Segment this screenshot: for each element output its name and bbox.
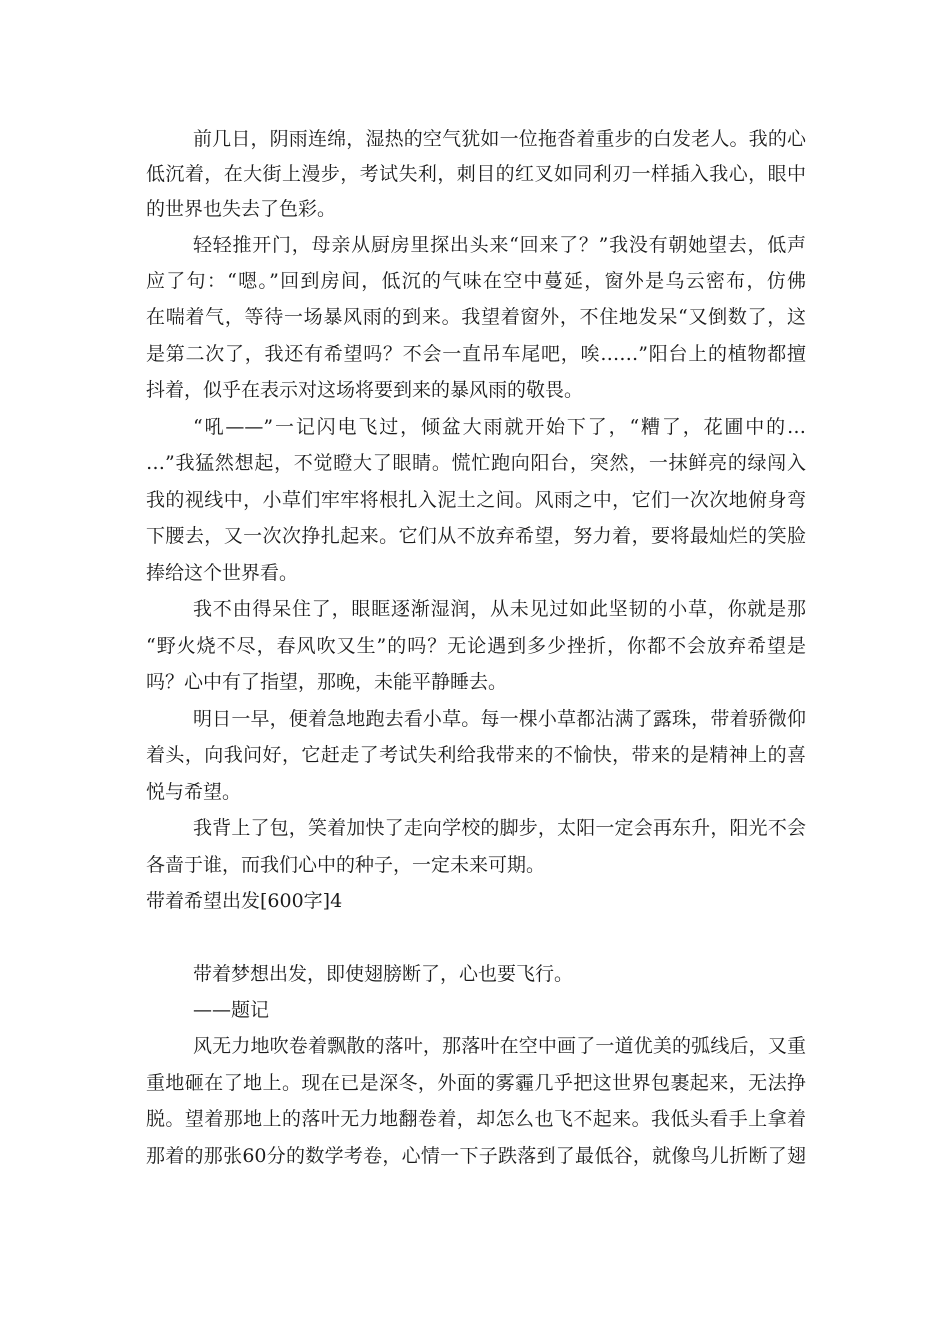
text-line: 脱。望着那地上的落叶无力地翻卷着，却怎么也飞不起来。我低头看手上拿着	[146, 1108, 806, 1130]
text-line: “吼——”一记闪电飞过，倾盆大雨就开始下了，“糟了，花圃中的…	[193, 416, 806, 438]
text-line: 那着的那张60分的数学考卷，心情一下子跌落到了最低谷，就像鸟儿折断了翅	[146, 1145, 806, 1167]
text-line: “野火烧不尽，春风吹又生”的吗？无论遇到多少挫折，你都不会放弃希望是	[146, 635, 806, 657]
epigraph-attribution: ——题记	[193, 999, 270, 1021]
text-line: 下腰去，又一次次挣扎起来。它们从不放弃希望，努力着，要将最灿烂的笑脸	[146, 525, 806, 547]
text-line: 各啬于谁，而我们心中的种子，一定未来可期。	[146, 854, 546, 876]
text-line: 明日一早，便着急地跑去看小草。每一棵小草都沾满了露珠，带着骄微仰	[193, 708, 806, 730]
text-line: 吗？心中有了指望，那晚，未能平静睡去。	[146, 671, 508, 693]
text-line: 抖着，似乎在表示对这场将要到来的暴风雨的敬畏。	[146, 379, 584, 401]
text-line: 重地砸在了地上。现在已是深冬，外面的雾霾几乎把这世界包裹起来，无法挣	[146, 1072, 806, 1094]
text-line: 是第二次了，我还有希望吗？不会一直吊车尾吧，唉……”阳台上的植物都擅	[146, 343, 806, 365]
text-line: 我的视线中，小草们牢牢将根扎入泥土之间。风雨之中，它们一次次地俯身弯	[146, 489, 806, 511]
section-title: 带着希望出发[600字]4	[146, 890, 343, 912]
text-line: 低沉着，在大街上漫步，考试失利，刺目的红叉如同利刃一样插入我心，眼中	[146, 163, 806, 185]
epigraph: 带着梦想出发，即使翅膀断了，心也要飞行。	[193, 963, 574, 985]
text-line: 应了句：“嗯。”回到房间，低沉的气味在空中蔓延，窗外是乌云密布，仿佛	[146, 270, 806, 292]
text-line: 风无力地吹卷着飘散的落叶，那落叶在空中画了一道优美的弧线后，又重	[193, 1035, 806, 1057]
text-line: …”我猛然想起，不觉瞪大了眼睛。慌忙跑向阳台，突然，一抹鲜亮的绿闯入	[146, 452, 806, 474]
text-line: 着头，向我问好，它赶走了考试失利给我带来的不愉快，带来的是精神上的喜	[146, 744, 806, 766]
text-line: 前几日，阴雨连绵，湿热的空气犹如一位拖沓着重步的白发老人。我的心	[193, 128, 806, 150]
text-line: 轻轻推开门，母亲从厨房里探出头来“回来了？”我没有朝她望去，低声	[193, 234, 806, 256]
text-line: 我背上了包，笑着加快了走向学校的脚步，太阳一定会再东升，阳光不会	[193, 817, 806, 839]
text-line: 的世界也失去了色彩。	[146, 198, 337, 220]
text-line: 悦与希望。	[146, 781, 242, 803]
text-line: 我不由得呆住了，眼眶逐渐湿润，从未见过如此坚韧的小草，你就是那	[193, 598, 806, 620]
text-line: 在喘着气，等待一场暴风雨的到来。我望着窗外，不住地发呆“又倒数了，这	[146, 306, 806, 328]
text-line: 捧给这个世界看。	[146, 562, 299, 584]
